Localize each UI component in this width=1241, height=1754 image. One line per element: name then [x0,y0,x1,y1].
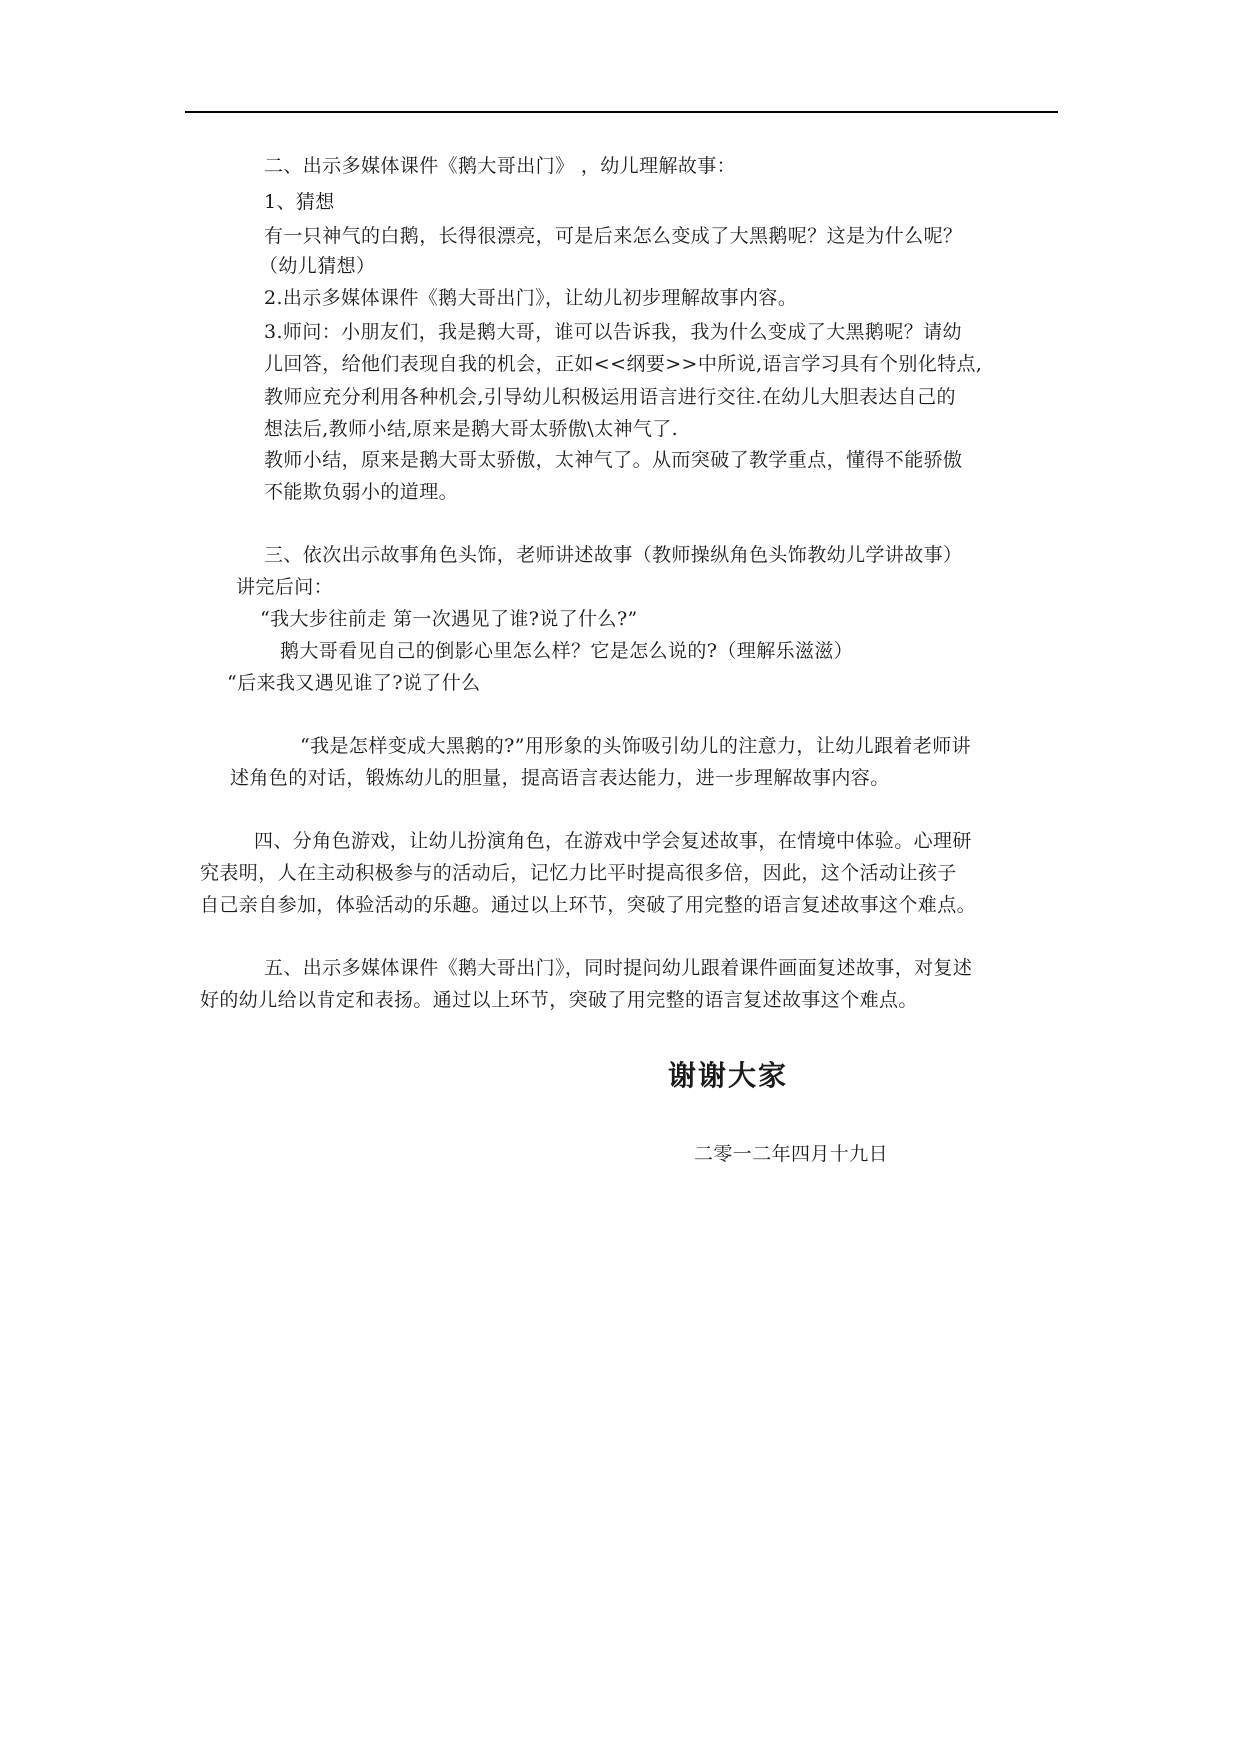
section-5-heading: 五、出示多媒体课件《鹅大哥出门》，同时提问幼儿跟着课件画面复述故事，对复述 [264,957,973,979]
quote-line: “我大步往前走 第一次遇见了谁?说了什么?” [260,608,638,630]
paragraph-line: 好的幼儿给以肯定和表扬。通过以上环节，突破了用完整的语言复述故事这个难点。 [200,989,918,1011]
step-3-line: 3.师问：小朋友们，我是鹅大哥，谁可以告诉我，我为什么变成了大黑鹅呢？请幼 [264,321,962,343]
paragraph-line: 究表明，人在主动积极参与的活动后，记忆力比平时提高很多倍，因此，这个活动让孩子 [200,862,957,884]
paragraph-line: “我是怎样变成大黑鹅的?”用形象的头饰吸引幼儿的注意力，让幼儿跟着老师讲 [300,735,972,757]
section-4-heading: 四、分角色游戏，让幼儿扮演角色，在游戏中学会复述故事，在情境中体验。心理研 [254,830,972,852]
paragraph-line: （幼儿猜想） [259,255,376,277]
closing-thanks: 谢谢大家 [668,1059,789,1092]
paragraph-line: 自己亲自参加，体验活动的乐趣。通过以上环节，突破了用完整的语言复述故事这个难点。 [200,894,977,916]
header-rule [185,111,1058,113]
step-2-line: 2.出示多媒体课件《鹅大哥出门》，让幼儿初步理解故事内容。 [264,287,798,309]
paragraph-line: 教师小结，原来是鹅大哥太骄傲，太神气了。从而突破了教学重点，懂得不能骄傲 [264,449,963,471]
paragraph-line: 有一只神气的白鹅，长得很漂亮，可是后来怎么变成了大黑鹅呢？这是为什么呢？ [264,225,963,247]
paragraph-line: 儿回答，给他们表现自我的机会，正如<<纲要>>中所说,语言学习具有个别化特点, [264,353,983,375]
step-1-label: 1、猜想 [264,191,335,213]
paragraph-line: 想法后,教师小结,原来是鹅大哥太骄傲\太神气了. [264,418,679,440]
quote-line: “后来我又遇见谁了?说了什么 [227,672,481,694]
paragraph-line: 讲完后问： [236,576,334,598]
section-3-heading: 三、依次出示故事角色头饰，老师讲述故事（教师操纵角色头饰教幼儿学讲故事） [264,544,963,566]
section-2-heading: 二、出示多媒体课件《鹅大哥出门》 ，幼儿理解故事： [264,155,737,177]
paragraph-line: 不能欺负弱小的道理。 [264,481,459,503]
paragraph-line: 教师应充分利用各种机会,引导幼儿积极运用语言进行交往.在幼儿大胆表达自己的 [264,386,956,408]
quote-line: 鹅大哥看见自己的倒影心里怎么样？它是怎么说的?（理解乐滋滋） [280,640,854,662]
paragraph-line: 述角色的对话，锻炼幼儿的胆量，提高语言表达能力，进一步理解故事内容。 [230,767,890,789]
document-date: 二零一二年四月十九日 [694,1143,889,1165]
